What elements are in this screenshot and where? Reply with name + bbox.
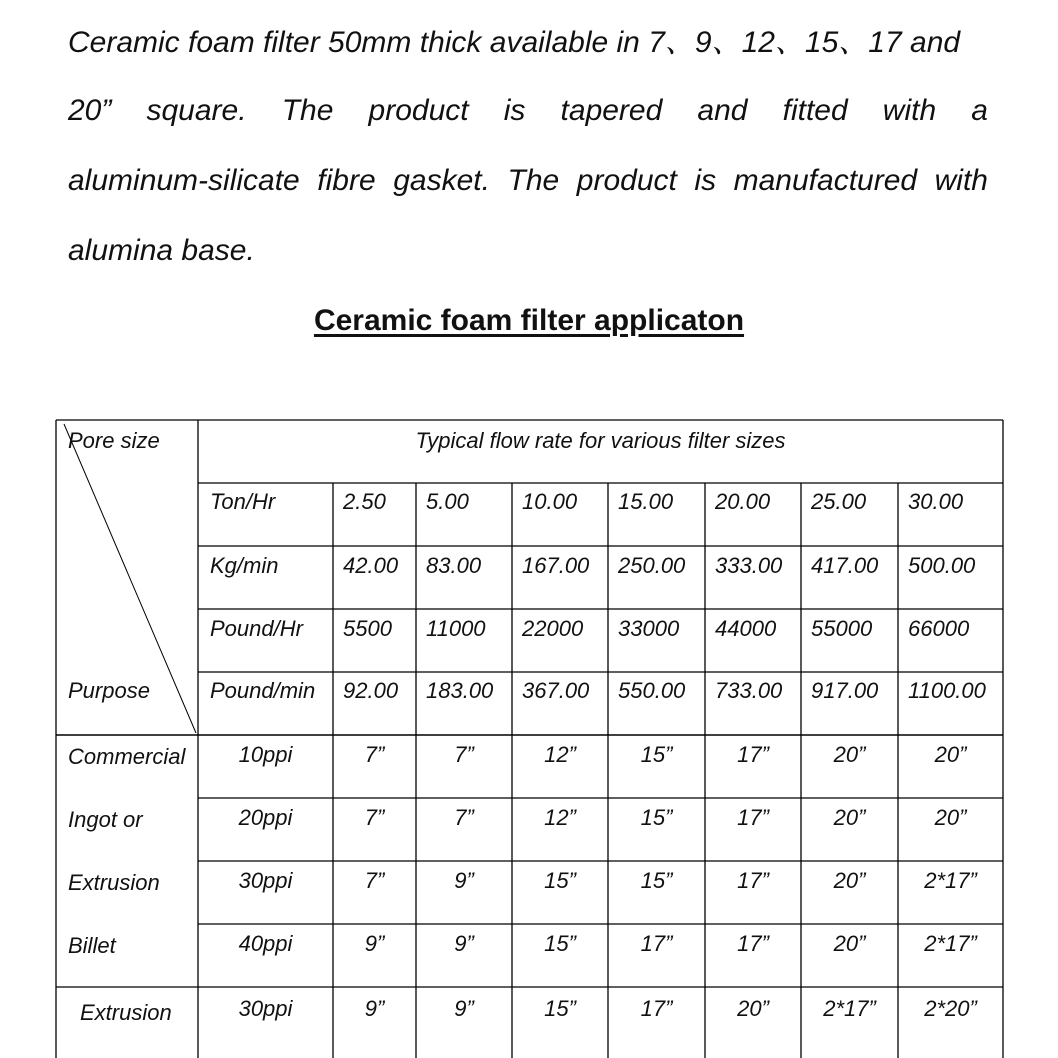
rate-value: 167.00 — [522, 553, 590, 578]
purpose-line-2: Ingot or — [68, 807, 143, 832]
rate-value: 550.00 — [618, 678, 686, 703]
filter-size: 7” — [454, 805, 474, 830]
filter-size: 17” — [737, 868, 769, 893]
rate-value: 917.00 — [811, 678, 879, 703]
rate-value: 733.00 — [715, 678, 783, 703]
filter-size: 20” — [833, 742, 866, 767]
rate-value: 250.00 — [618, 553, 686, 578]
filter-size: 7” — [364, 742, 385, 767]
pore-size-ppi: 20ppi — [238, 805, 293, 830]
rate-value: 183.00 — [426, 678, 494, 703]
filter-size: 9” — [364, 931, 385, 956]
rate-value: 83.00 — [426, 553, 482, 578]
filter-size: 7” — [364, 868, 385, 893]
rate-value: 92.00 — [343, 678, 399, 703]
filter-size: 2*20” — [924, 996, 977, 1021]
filter-size: 7” — [454, 742, 474, 767]
rate-value: 2.50 — [343, 489, 386, 514]
filter-size: 15” — [640, 868, 673, 893]
filter-size: 17” — [737, 931, 769, 956]
pore-size-ppi: 10ppi — [238, 742, 293, 767]
rate-value: 5500 — [343, 616, 392, 641]
intro-line-1: Ceramic foam filter 50mm thick available in 7、9、12、15、17 and — [68, 26, 961, 59]
rate-value: 333.00 — [715, 553, 783, 578]
rate-value: 66000 — [908, 616, 970, 641]
pore-size-ppi: 40ppi — [238, 931, 293, 956]
rate-value: 55000 — [811, 616, 873, 641]
purpose-line-4: Billet — [68, 933, 116, 958]
filter-size: 20” — [934, 742, 967, 767]
rate-value: 500.00 — [908, 553, 976, 578]
rate-unit: Pound/min — [210, 678, 316, 703]
intro-line-2: 20” square. The product is tapered and fitted with a — [68, 94, 988, 127]
filter-size: 20” — [833, 931, 866, 956]
filter-size: 15” — [640, 805, 673, 830]
filter-size: 9” — [364, 996, 385, 1021]
filter-size: 15” — [544, 931, 576, 956]
filter-size: 17” — [640, 931, 673, 956]
filter-size: 2*17” — [924, 868, 977, 893]
filter-size: 17” — [737, 805, 769, 830]
purpose-extrusion: Extrusion — [80, 1000, 172, 1025]
filter-size: 12” — [544, 805, 576, 830]
filter-size: 17” — [640, 996, 673, 1021]
rate-value: 25.00 — [811, 489, 867, 514]
purpose-line-3: Extrusion — [68, 870, 160, 895]
filter-size: 2*17” — [823, 996, 876, 1021]
filter-size: 7” — [364, 805, 385, 830]
rate-value: 22000 — [522, 616, 584, 641]
corner-purpose: Purpose — [68, 678, 150, 703]
rate-unit: Pound/Hr — [210, 616, 303, 641]
rate-value: 20.00 — [715, 489, 771, 514]
corner-pore-size: Pore size — [68, 428, 160, 453]
rate-value: 33000 — [618, 616, 680, 641]
table-title: Ceramic foam filter applicaton — [313, 304, 745, 337]
pore-size-ppi: 30ppi — [238, 868, 293, 893]
rate-value: 11000 — [426, 616, 486, 641]
rate-unit: Ton/Hr — [210, 489, 276, 514]
rate-value: 42.00 — [343, 553, 399, 578]
filter-size: 15” — [544, 996, 576, 1021]
rate-value: 5.00 — [426, 489, 469, 514]
intro-line-4: alumina base. — [68, 234, 255, 267]
rate-value: 44000 — [715, 616, 777, 641]
filter-size: 2*17” — [924, 931, 977, 956]
filter-size: 20” — [833, 868, 866, 893]
rate-value: 417.00 — [811, 553, 879, 578]
table-header: Typical flow rate for various filter sizes — [415, 428, 786, 453]
rate-value: 30.00 — [908, 489, 964, 514]
pore-size-ppi: 30ppi — [238, 996, 293, 1021]
filter-size: 17” — [737, 742, 769, 767]
rate-unit: Kg/min — [210, 553, 279, 578]
filter-size: 9” — [454, 996, 474, 1021]
filter-size: 9” — [454, 931, 474, 956]
purpose-line-1: Commercial — [68, 744, 186, 769]
rate-value: 10.00 — [522, 489, 578, 514]
filter-size: 15” — [544, 868, 576, 893]
filter-size: 12” — [544, 742, 576, 767]
filter-size: 9” — [454, 868, 474, 893]
rate-value: 367.00 — [522, 678, 590, 703]
filter-size: 20” — [934, 805, 967, 830]
rate-value: 15.00 — [618, 489, 674, 514]
rate-value: 1100.00 — [908, 678, 986, 703]
filter-size: 20” — [833, 805, 866, 830]
filter-size: 20” — [737, 996, 769, 1021]
intro-line-3: aluminum-silicate fibre gasket. The product is manufactured with — [68, 164, 988, 197]
filter-size: 15” — [640, 742, 673, 767]
